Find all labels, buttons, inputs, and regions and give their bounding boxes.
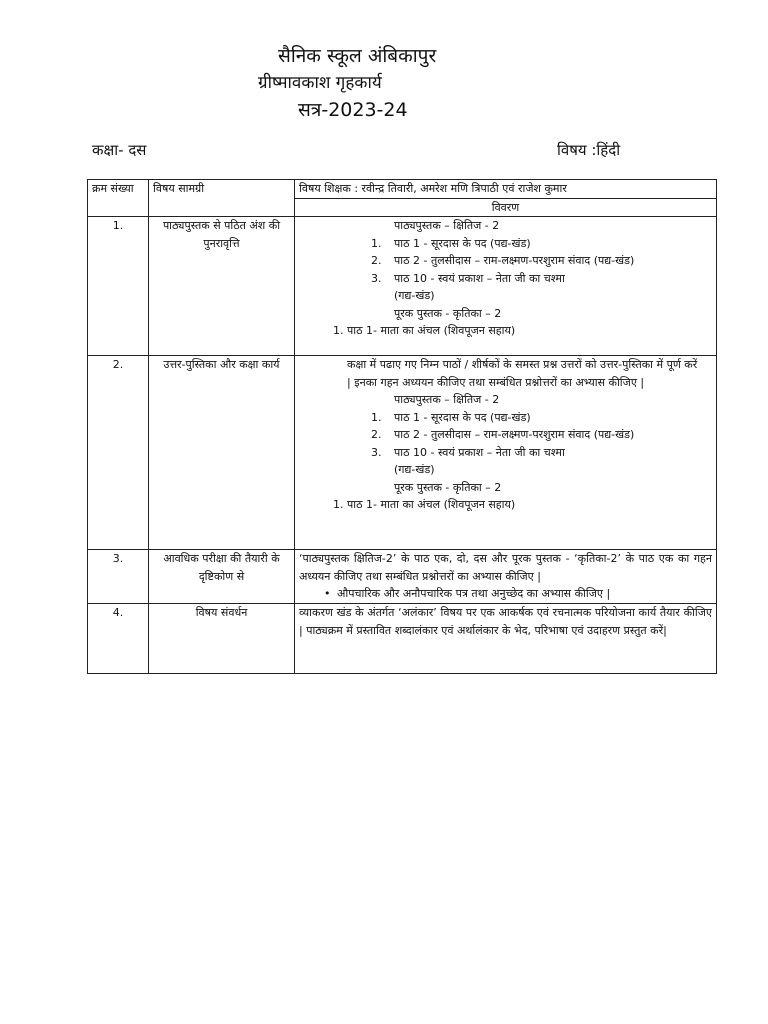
row-serial: 2. [88, 356, 149, 550]
session-label: सत्र-2023-24 [298, 99, 408, 121]
header-teacher: विषय शिक्षक : रवीन्द्र तिवारी, अमरेश मणि त्रिपाठी एवं राजेश कुमार [295, 180, 717, 199]
lesson-list [299, 235, 712, 288]
row-serial: 1. [88, 217, 149, 356]
enrichment-text: व्याकरण खंड के अंतर्गत ‘अलंकार’ विषय पर एक आकर्षक एवं रचनात्मक परियोजना कार्य तैयार कीजिए | पाठ्यक्रम में प्रस्तावित शब्दालंकार एवं अर्थालंकार के भेद, परिभाषा एवं उदाहरण प्रस्तुत करें| [295, 604, 717, 674]
supplement-line: पूरक पुस्तक - कृतिका – 2 [394, 480, 502, 494]
lesson-list [299, 409, 712, 462]
list-item: 2. पाठ 2 - तुलसीदास – राम-लक्ष्मण-परशुराम संवाद (पद्य-खंड) [371, 254, 635, 267]
table-row [88, 604, 717, 674]
table-row [88, 550, 717, 604]
header-serial: क्रम संख्या [88, 180, 149, 217]
supplement-lesson: 1. पाठ 1- माता का अंचल (शिवपूजन सहाय) [333, 498, 516, 511]
bullet-icon: • [324, 587, 331, 600]
table-row [88, 217, 717, 356]
row-details [295, 217, 717, 356]
list-item: 1. पाठ 1 - सूरदास के पद (पद्य-खंड) [371, 410, 531, 424]
bullet-item: • औपचारिक और अनौपचारिक पत्र तथा अनुच्छेद का अभ्यास कीजिए | [299, 585, 712, 603]
list-item: 2. पाठ 2 - तुलसीदास – राम-लक्ष्मण-परशुराम संवाद (पद्य-खंड) [371, 428, 635, 441]
list-item: 3. पाठ 10 - स्वयं प्रकाश – नेता जी का चश्मा [371, 271, 565, 285]
header-material: विषय सामग्री [149, 180, 295, 217]
supplement-lesson: 1. पाठ 1- माता का अंचल (शिवपूजन सहाय) [333, 324, 516, 337]
prose-note: (गद्य-खंड) [394, 289, 435, 302]
homework-title: ग्रीष्मावकाश गृहकार्य [258, 73, 382, 93]
subject-label: विषय :हिंदी [557, 141, 621, 159]
list-item: 3. पाठ 10 - स्वयं प्रकाश – नेता जी का चश्मा [371, 445, 565, 459]
table-row [88, 356, 717, 550]
row-serial: 4. [88, 604, 149, 674]
textbook-line: पाठ्यपुस्तक – क्षितिज - 2 [394, 393, 500, 406]
row-material: उत्तर-पुस्तिका और कक्षा कार्य [149, 356, 295, 550]
row-details [295, 356, 717, 550]
exam-prep-text: ‘पाठ्यपुस्तक क्षितिज-2’ के पाठ एक, दो, दस और पूरक पुस्तक - ‘कृतिका-2’ के पाठ एक का गहन अध्ययन कीजिए तथा सम्बंधित प्रश्नोत्तरों का अभ्यास कीजिए | [299, 552, 712, 583]
row-serial: 3. [88, 550, 149, 604]
row-material: आवधिक परीक्षा की तैयारी के दृष्टिकोण से [149, 550, 295, 604]
school-name: सैनिक स्कूल अंबिकापुर [278, 45, 437, 67]
class-label: कक्षा- दस [92, 141, 147, 159]
list-item: 1. पाठ 1 - सूरदास के पद (पद्य-खंड) [371, 236, 531, 250]
row-material: पाठ्यपुस्तक से पठित अंश की पुनरावृत्ति [149, 217, 295, 356]
homework-table [87, 179, 717, 674]
prose-note: (गद्य-खंड) [394, 463, 435, 476]
row-details [295, 550, 717, 604]
table-header-row [88, 180, 717, 199]
header-details: विवरण [295, 198, 717, 217]
row-material: विषय संवर्धन [149, 604, 295, 674]
textbook-line: पाठ्यपुस्तक – क्षितिज - 2 [394, 219, 500, 232]
instruction-text: कक्षा में पढाए गए निम्न पाठों / शीर्षकों के समस्त प्रश्न उत्तरों को उत्तर-पुस्तिका में पूर्ण करें | इनका गहन अध्ययन कीजिए तथा सम्बंधित प्रश्नोत्तरों का अभ्यास कीजिए | [347, 358, 698, 389]
supplement-line: पूरक पुस्तक - कृतिका – 2 [394, 306, 502, 320]
